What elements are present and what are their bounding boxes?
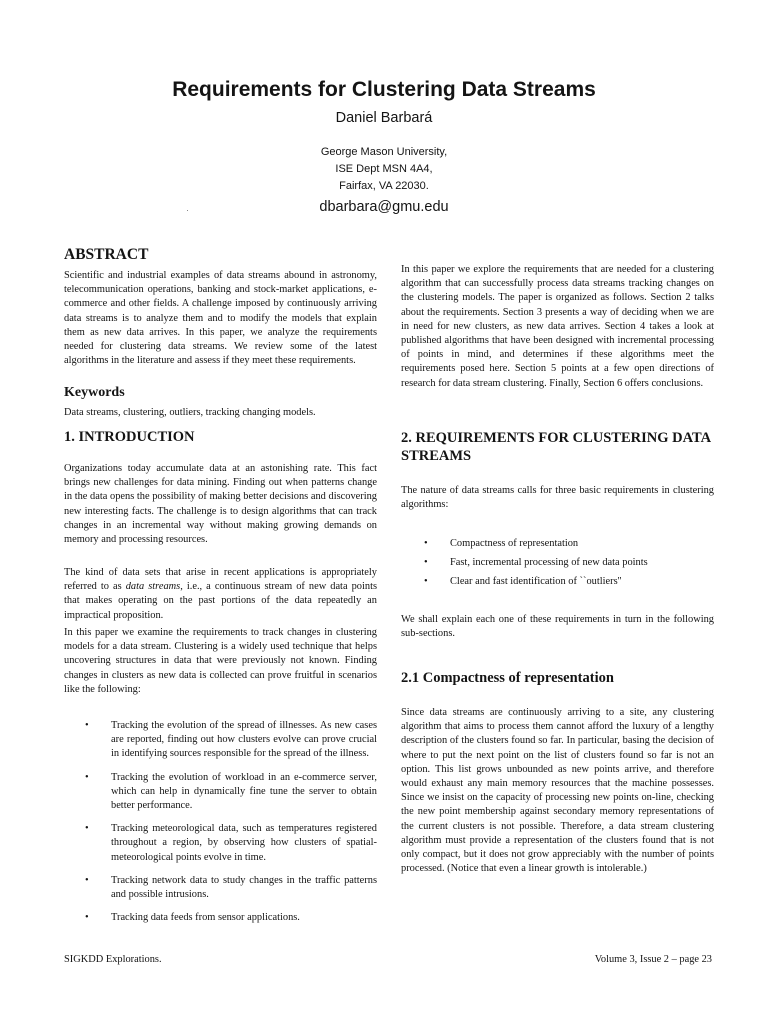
section-2-1-heading: 2.1 Compactness of representation: [401, 670, 614, 686]
intro-paragraph-3: In this paper we examine the requirements to track changes in clustering models for a data stream. Clustering is a widely used technique that helps uncovering structures in data that were previously not known. Finding changes in clusters as new data is collected can prove fruitful in scenarios like the following:: [64, 627, 377, 695]
list-item: • Tracking the evolution of the spread of illnesses. As new cases are reported, finding out how clusters evolve can prove crucial in identifying sources responsible for the spread of the illness.: [111, 719, 377, 762]
section-2-1-paragraph: Since data streams are continuously arriving to a site, any clustering algorithm that aims to process them cannot afford the luxury of a lengthy description of the clusters found so far. In particular, basing the decision of where to put the next point on the list of clusters found so far is not an option. This list grows unbounded as new points arrive, and therefore would exhaust any main memory resources that the machine possesses. Since we insist on the capacity of processing new points on-line, checking the new point membership against secondary memory representations of the current clusters is not possible. Therefore, a data stream clustering algorithm must provide a representation of the clusters found that is not only compact, but it does not grow appreciably with the number of points processed. (Notice that even a linear growth is intolerable.): [401, 707, 714, 875]
intro-paragraph-1: Organizations today accumulate data at an astonishing rate. This fact brings new challenges for data mining. Finding out when patterns change in the data opens the possibility of making better decisions and discovering new interesting facts. The challenge is to design algorithms that can track changes in an incremental way without making growing demands on memory and processing resources.: [64, 463, 377, 546]
list-item: • Tracking data feeds from sensor applications.: [111, 911, 377, 925]
intro-heading: 1. INTRODUCTION: [64, 429, 195, 445]
keywords-heading: Keywords: [64, 385, 125, 400]
abstract-heading: ABSTRACT: [64, 246, 149, 263]
requirements-list: [450, 537, 715, 590]
list-item: • Clear and fast identification of ``outliers'': [450, 575, 715, 589]
author-email: dbarbara@gmu.edu: [319, 199, 449, 215]
section-2-paragraph-1: The nature of data streams calls for three basic requirements in clustering algorithms:: [401, 485, 714, 511]
footer-page-info: Volume 3, Issue 2 – page 23: [594, 954, 712, 965]
intro-p2-a: The kind of data sets that arise in recent applications is appropriately referred to as: [64, 567, 377, 593]
affiliation-line: George Mason University,: [320, 146, 448, 158]
affiliation-line: ISE Dept MSN 4A4,: [335, 163, 433, 175]
affiliation-line: Fairfax, VA 22030.: [339, 180, 429, 192]
list-item: • Compactness of representation: [450, 537, 715, 551]
keywords-text: Data streams, clustering, outliers, tracking changing models.: [64, 407, 316, 418]
right-intro-paragraph: In this paper we explore the requirements that are needed for a clustering algorithm that can successfully process data streams tracking changes on the clustering models. The paper is organized as follows. Section 2 talks about the requirements. Section 3 presents a way of deciding when we are in need for new clusters, as new data arrives. Section 4 takes a look at published algorithms that have been designed with incremental processing of points in mind, and determines if these algorithms meet the requirements posed here. Section 5 points at a few open directions of research for data stream clustering. Finally, Section 6 offers conclusions.: [401, 264, 714, 389]
scan-speck: [187, 210, 188, 211]
abstract-text: Scientific and industrial examples of data streams abound in astronomy, telecommunication operations, banking and stock-market applications, e-commerce and other fields. A challenge imposed by continuously arriving data streams is to analyze them and to modify the models that explain them as new data arrives. In this paper, we analyze the requirements needed for clustering data streams. We review some of the latest algorithms in the literature and assess if they meet these requirements.: [64, 270, 377, 367]
section-2-heading: 2. REQUIREMENTS FOR CLUSTERING DATA STREAMS: [401, 430, 711, 464]
author-name: Daniel Barbará: [335, 110, 433, 126]
intro-p2-b: , i.e., a continuous stream of new data points that makes operating on the past portions of the data repeatedly an impractical proposition.: [64, 581, 378, 621]
list-item: • Fast, incremental processing of new data points: [450, 556, 715, 570]
intro-p2-emphasis: data streams: [125, 581, 181, 593]
list-item: • Tracking network data to study changes in the traffic patterns and possible intrusions.: [111, 874, 377, 902]
list-item: • Tracking the evolution of workload in an e-commerce server, which can help in dynamically fine tune the server to obtain better performance.: [111, 771, 377, 814]
intro-paragraph-2: [64, 566, 377, 623]
intro-bullet-list: [111, 719, 377, 925]
section-2-paragraph-2: We shall explain each one of these requirements in turn in the following sub-sections.: [401, 614, 714, 640]
paper-title: Requirements for Clustering Data Streams: [172, 78, 596, 101]
list-item: • Tracking meteorological data, such as temperatures registered throughout a region, by observing how clusters of spatial-meteorological points evolve in time.: [111, 822, 377, 865]
footer-venue: SIGKDD Explorations.: [64, 954, 162, 965]
